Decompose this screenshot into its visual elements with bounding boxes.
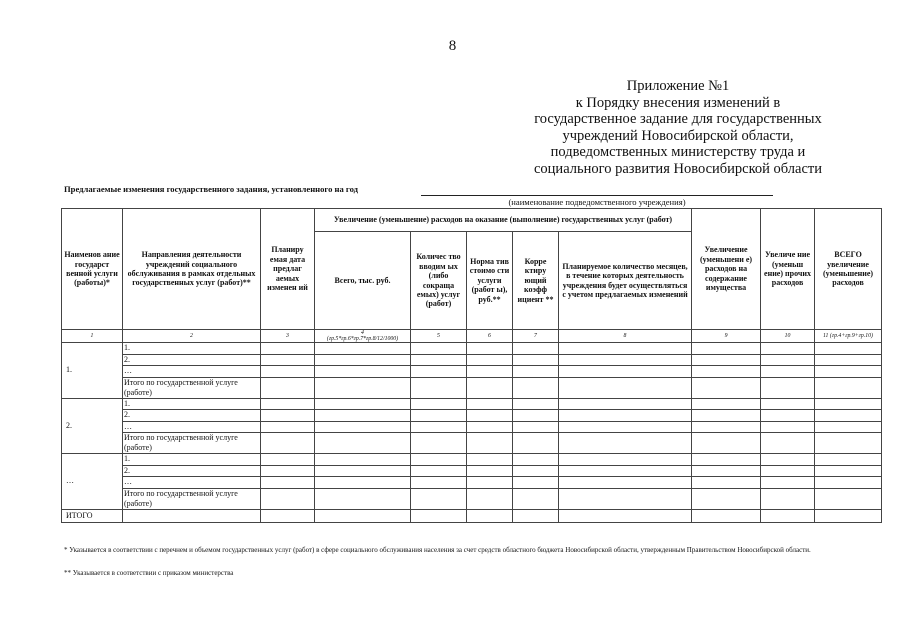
column-number: 9 <box>692 330 761 343</box>
header-total-thousand: Всего, тыс. руб. <box>315 232 411 330</box>
blank-line <box>421 195 773 196</box>
item-label: … <box>123 366 261 378</box>
appendix-header <box>513 78 843 177</box>
column-number: 2 <box>123 330 261 343</box>
header-service-name: Наименов ание государст венной услуги (работы)* <box>62 209 123 330</box>
item-label: 1. <box>123 398 261 410</box>
header-coefficient: Корре ктиру ющий коэфф ициент ** <box>513 232 559 330</box>
column-note: (гр.5*гр.6*гр.7*гр.8/12/1000) <box>326 336 399 342</box>
appendix-line: подведомственных министерству труда и <box>550 144 806 160</box>
subtotal-label: Итого по государственной услуге (работе) <box>123 377 261 398</box>
header-quantity: Количес тво вводим ых (либо сокраща емых) услуг (работ) <box>411 232 467 330</box>
subtotal-label: Итого по государственной услуге (работе) <box>123 433 261 454</box>
column-number: 10 <box>761 330 815 343</box>
table-row <box>62 421 882 433</box>
footnote: * Указывается в соответствии с перечнем и объемом государственных услуг (работ) в сфере социального обслуживания населения за счет средств областного бюджета Новосибирской области, утвержденным Правительством Новосибирской области. <box>64 546 811 554</box>
item-label: 2. <box>123 354 261 366</box>
appendix-line: учреждений Новосибирской области, <box>562 127 794 144</box>
header-expense-group: Увеличение (уменьшение) расходов на оказание (выполнение) государственных услуг (работ) <box>315 209 692 232</box>
header-months: Планируемое количество месяцев, в течение которых деятельность учреждения будет осуществляться с учетом предлагаемых изменений <box>559 232 692 330</box>
group-label: 1. <box>62 343 123 399</box>
page-number: 8 <box>448 38 457 54</box>
column-number: 8 <box>559 330 692 343</box>
header-property-expenses: Увеличение (уменьшени е) расходов на содержание имущества <box>692 209 761 330</box>
table-row <box>62 366 882 378</box>
subtotal-row <box>62 433 882 454</box>
table-row <box>62 343 882 355</box>
table-row <box>62 465 882 477</box>
item-label: 1. <box>123 343 261 355</box>
subtotal-label: Итого по государственной услуге (работе) <box>123 488 261 509</box>
column-number: 11 <box>823 333 829 339</box>
table-row <box>62 477 882 489</box>
grand-total-row <box>62 509 882 522</box>
table-row <box>62 354 882 366</box>
column-number: 1 <box>62 330 123 343</box>
item-label: 2. <box>123 410 261 422</box>
header-other-expenses: Увеличе ние (уменьш ение) прочих расходов <box>761 209 815 330</box>
header-total: ВСЕГО увеличение (уменьшение) расходов <box>815 209 882 330</box>
column-number: 3 <box>261 330 315 343</box>
item-label: … <box>123 477 261 489</box>
column-number <box>815 330 882 343</box>
column-number: 5 <box>411 330 467 343</box>
item-label: … <box>123 421 261 433</box>
table-row <box>62 410 882 422</box>
appendix-line: социального развития Новосибирской области <box>533 160 822 177</box>
header-directions: Направления деятельности учреждений социального обслуживания в рамках отдельных государственных услуг (работ)** <box>123 209 261 330</box>
column-number: 4 <box>361 330 364 336</box>
header-planned-date: Планиру емая дата предлаг аемых изменен ий <box>261 209 315 330</box>
column-note: (гр.4+гр.9+гр.10) <box>829 333 873 339</box>
subtotal-row <box>62 488 882 509</box>
group-label: … <box>62 454 123 510</box>
intro-text: Предлагаемые изменения государственного задания, установленного на год <box>64 184 359 194</box>
table-row <box>62 454 882 466</box>
appendix-line: к Порядку внесения изменений в <box>575 94 781 111</box>
subtotal-row <box>62 377 882 398</box>
group-label: 2. <box>62 398 123 454</box>
column-number: 6 <box>467 330 513 343</box>
header-row <box>62 209 882 232</box>
grand-total-label: ИТОГО <box>62 509 123 522</box>
column-number-row <box>62 330 882 343</box>
column-number: 7 <box>513 330 559 343</box>
changes-table <box>61 208 882 523</box>
column-number <box>315 330 411 343</box>
institution-hint: (наименование подведомственного учреждения) <box>508 197 686 207</box>
footnote: ** Указывается в соответствии с приказом министерства <box>64 569 234 577</box>
appendix-line: государственное задание для государственных <box>534 111 822 127</box>
item-label: 2. <box>123 465 261 477</box>
table-row <box>62 398 882 410</box>
header-cost-norm: Норма тив стоимо сти услуги (работ ы), руб.** <box>467 232 513 330</box>
appendix-title: Приложение №1 <box>626 78 730 94</box>
item-label: 1. <box>123 454 261 466</box>
